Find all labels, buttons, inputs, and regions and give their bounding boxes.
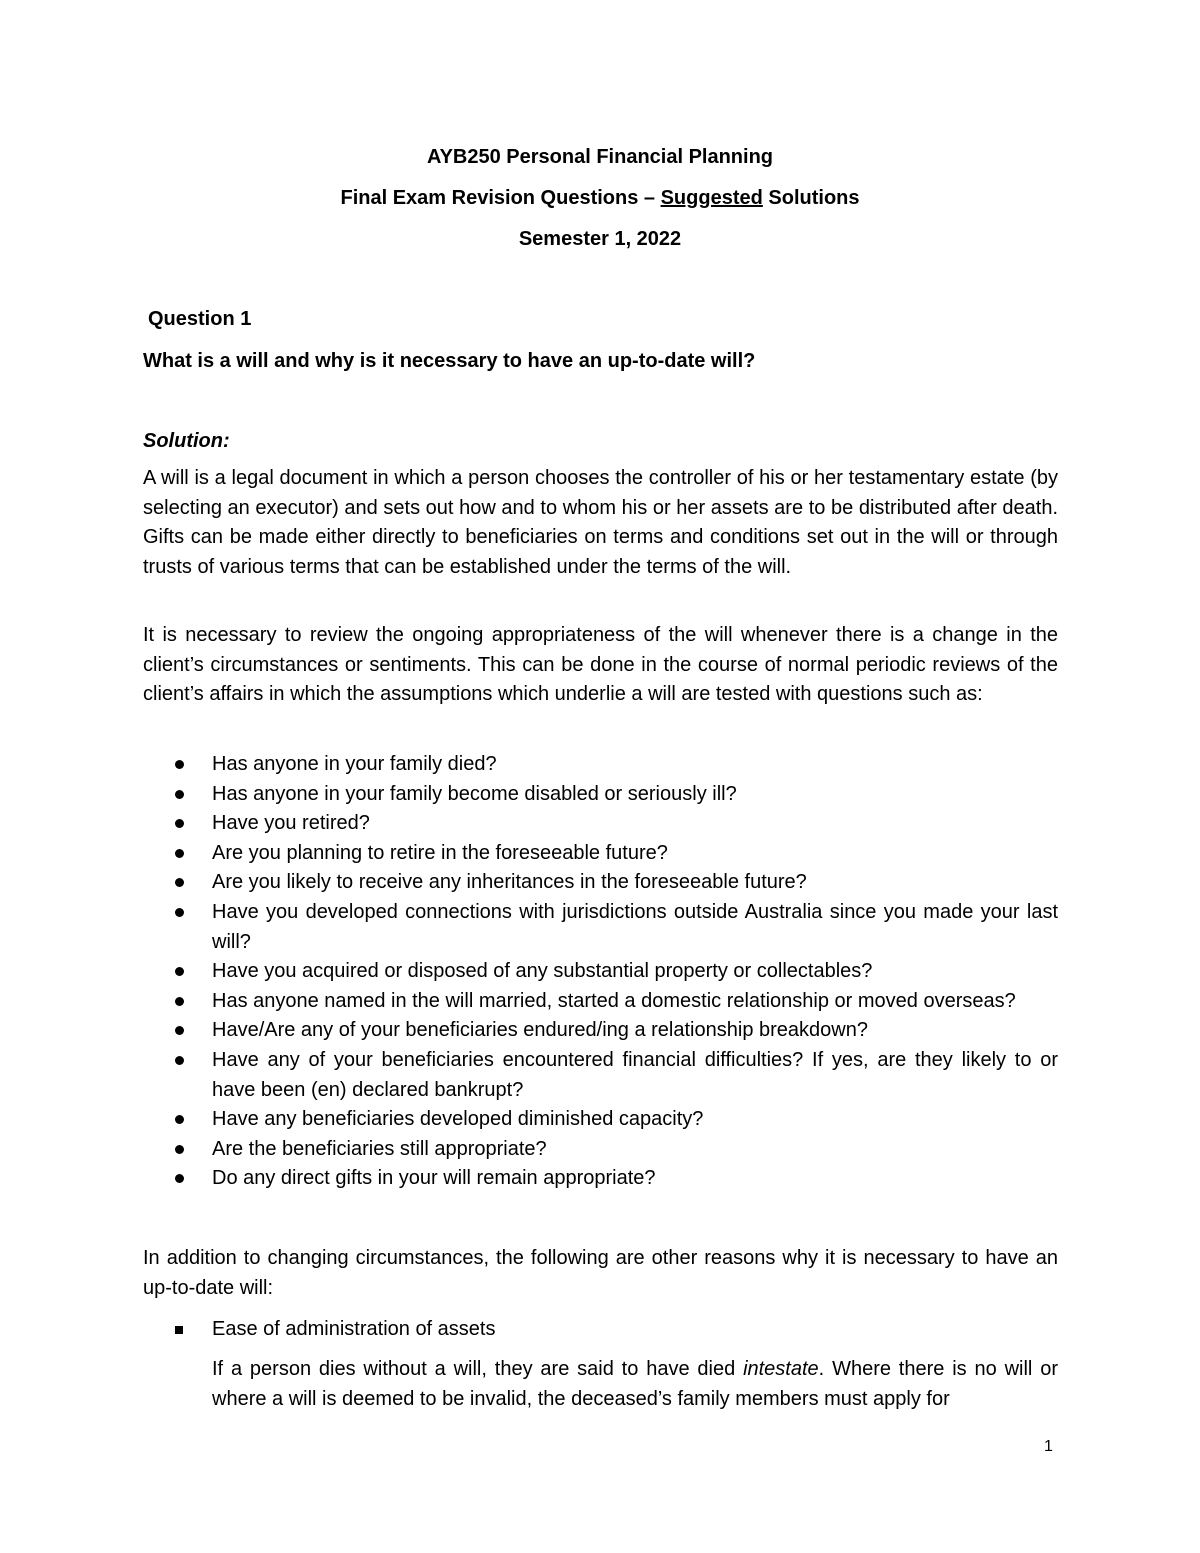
document-subtitle (0, 186, 1200, 210)
list-item (143, 898, 1058, 957)
list-item (143, 868, 1058, 898)
bullet-icon (175, 849, 184, 858)
reason-text-italic: intestate (743, 1358, 819, 1380)
list-item (143, 809, 1058, 839)
reason-title: Ease of administration of assets (212, 1318, 496, 1340)
reason-text-a: If a person dies without a will, they are said to have died (212, 1358, 744, 1380)
list-item (143, 1164, 1058, 1194)
list-item-text: Have you developed connections with jurisdictions outside Australia since you made your last will? (212, 900, 1058, 953)
solution-label: Solution: (143, 430, 230, 452)
reason-paragraph (212, 1355, 1058, 1414)
bullet-icon (175, 908, 184, 917)
bullet-icon (175, 1145, 184, 1154)
solution-paragraph-1: A will is a legal document in which a person chooses the controller of his or her testamentary estate (by selecting an executor) and sets out how and to whom his or her assets are to be distributed after death. Gifts can be made either directly to beneficiaries on terms and conditions set out in the will or through trusts of various terms that can be established under the terms of the will. (143, 467, 1058, 578)
semester-label: Semester 1, 2022 (518, 228, 682, 250)
list-item (143, 1046, 1058, 1105)
list-item-text: Has anyone in your family died? (212, 753, 497, 775)
review-questions-list (143, 750, 1058, 1194)
subtitle-suffix: Solutions (762, 187, 860, 209)
solution-paragraph-2: It is necessary to review the ongoing appropriateness of the will whenever there is a change in the client’s circumstances or sentiments. This can be done in the course of normal periodic reviews of the client’s affairs in which the assumptions which underlie a will are tested with questions such as: (143, 624, 1058, 706)
bullet-icon (175, 819, 184, 828)
list-item-text: Have any beneficiaries developed diminished capacity? (212, 1108, 704, 1131)
list-item (143, 750, 1058, 780)
question-label: Question 1 (148, 308, 252, 330)
list-item-text: Are the beneficiaries still appropriate? (212, 1137, 547, 1160)
list-item (143, 839, 1058, 869)
list-item-text: Has anyone named in the will married, started a domestic relationship or moved overseas? (212, 989, 1016, 1012)
list-item (143, 1016, 1058, 1046)
list-item-text: Have any of your beneficiaries encountered financial difficulties? If yes, are they likely to or have been (en) declared bankrupt? (212, 1048, 1058, 1101)
course-title: AYB250 Personal Financial Planning (426, 146, 774, 168)
list-item (143, 1105, 1058, 1135)
bullet-icon (175, 1174, 184, 1183)
bullet-icon (175, 1056, 184, 1065)
list-item-text: Are you planning to retire in the foreseeable future? (212, 841, 668, 864)
bullet-icon (175, 878, 184, 887)
bullet-icon (175, 1026, 184, 1035)
question-text: What is a will and why is it necessary to have an up-to-date will? (143, 350, 756, 372)
bullet-icon (175, 790, 184, 799)
subtitle-underlined: Suggested (660, 187, 763, 209)
list-item-text: Has anyone in your family become disabled or seriously ill? (212, 782, 737, 805)
page-number: 1 (1044, 1438, 1053, 1455)
bullet-icon (175, 967, 184, 976)
bullet-icon (175, 1115, 184, 1124)
reason-item-ease-of-administration (143, 1315, 1058, 1345)
list-item-text: Have you acquired or disposed of any substantial property or collectables? (212, 960, 873, 983)
list-item-text: Have/Are any of your beneficiaries endured/ing a relationship breakdown? (212, 1019, 868, 1042)
list-item (143, 1135, 1058, 1165)
list-item (143, 987, 1058, 1017)
bullet-icon (175, 760, 184, 769)
list-item-text: Are you likely to receive any inheritances in the foreseeable future? (212, 871, 807, 894)
bullet-icon (175, 997, 184, 1006)
list-item (143, 957, 1058, 987)
solution-paragraph-3: In addition to changing circumstances, the following are other reasons why it is necessary to have an up-to-date will: (143, 1247, 1058, 1299)
list-item-text: Have you retired? (212, 812, 370, 835)
square-bullet-icon (175, 1326, 183, 1334)
reason-text-b: . Where there is no will or where a will is deemed to be invalid, the deceased’s family members must apply for (212, 1358, 1058, 1410)
subtitle-prefix: Final Exam Revision Questions – (340, 187, 661, 209)
list-item-text: Do any direct gifts in your will remain appropriate? (212, 1167, 656, 1190)
list-item (143, 780, 1058, 810)
